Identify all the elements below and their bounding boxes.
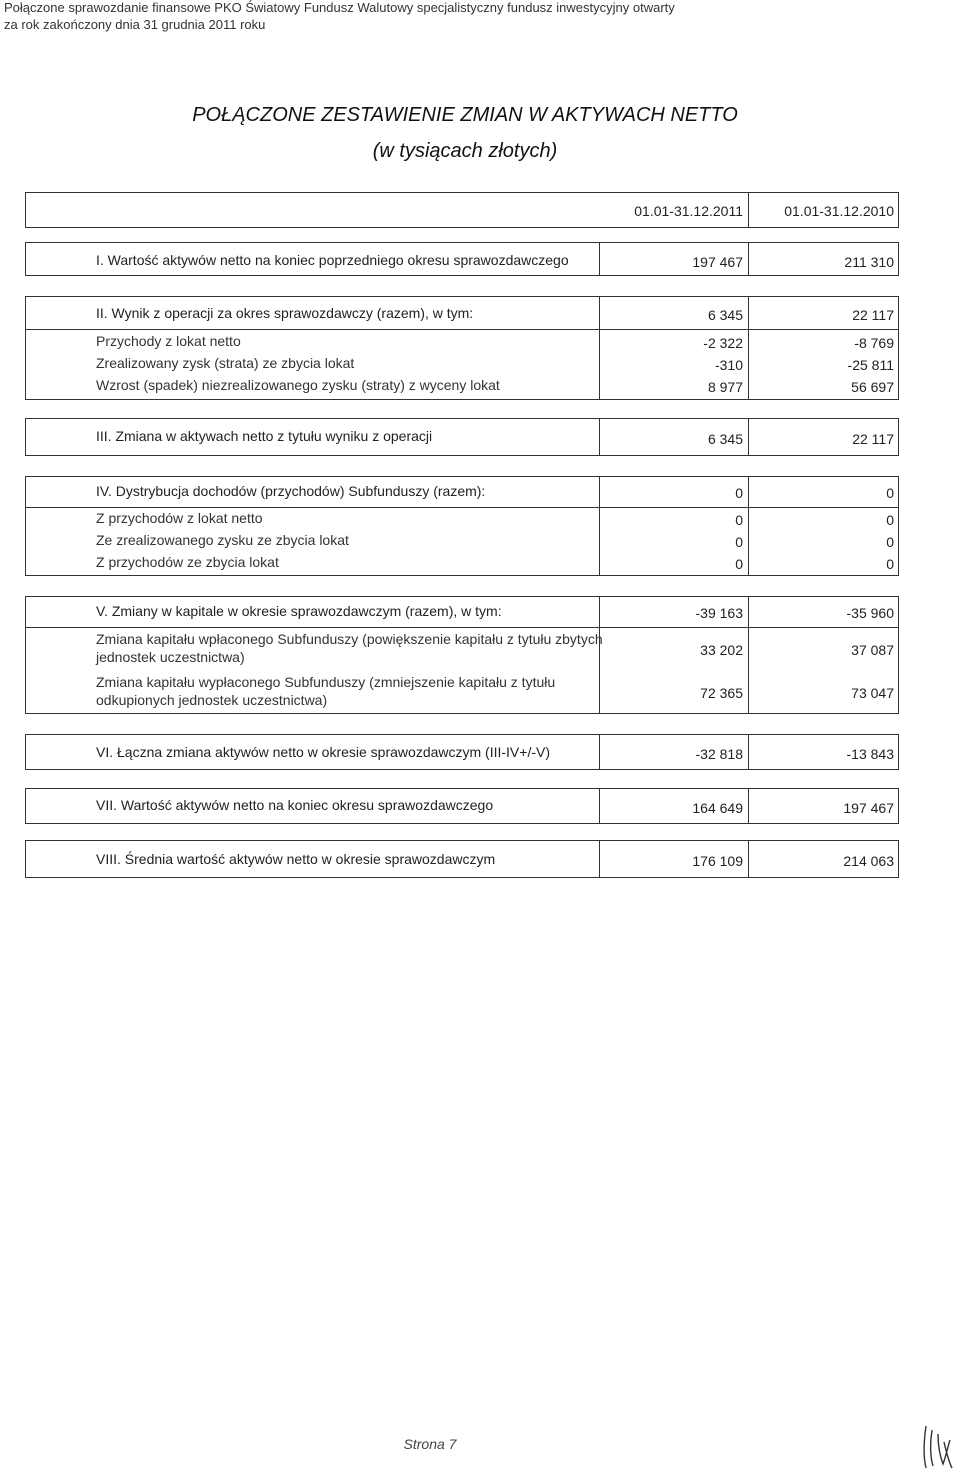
section-ii-row-2-value-2010: -25 811: [847, 357, 894, 373]
section-iii-value-2010: 22 117: [852, 431, 894, 447]
statement-unit: (w tysiącach złotych): [372, 140, 558, 162]
section-iv-row-1-value-2011: 0: [735, 512, 743, 528]
section-iv-row-3-label: Z przychodów ze zbycia lokat: [96, 554, 279, 570]
section-v-row-2-label-line-2: odkupionych jednostek uczestnictwa): [96, 692, 328, 708]
section-ii-row-3-value-2011: 8 977: [707, 379, 743, 395]
section-iv-label: IV. Dystrybucja dochodów (przychodów) Subfunduszy (razem):: [96, 483, 486, 499]
section-iii-box: [25, 418, 899, 456]
section-iv-row-1-value-2010: 0: [886, 512, 894, 528]
section-i-label: I. Wartość aktywów netto na koniec poprzedniego okresu sprawozdawczego: [96, 252, 569, 268]
section-vii-box: [25, 788, 899, 824]
section-vi-box: [25, 734, 899, 770]
section-ii-row-2-value-2011: -310: [714, 357, 743, 373]
section-v-row-1-value-2011: 33 202: [700, 642, 743, 658]
period-2011: 01.01-31.12.2011: [634, 203, 743, 219]
statement-title: POŁĄCZONE ZESTAWIENIE ZMIAN W AKTYWACH NETTO: [192, 104, 738, 126]
section-iv-row-2-value-2010: 0: [886, 534, 894, 550]
section-ii-box: [25, 296, 899, 400]
section-iii-label: III. Zmiana w aktywach netto z tytułu wyniku z operacji: [96, 428, 433, 444]
section-v-value-2010: -35 960: [846, 605, 894, 621]
section-iv-value-2010: 0: [886, 485, 894, 501]
page-number: Strona 7: [403, 1436, 457, 1452]
section-v-box: [25, 596, 899, 714]
section-v-row-2-label-line-1: Zmiana kapitału wypłaconego Subfunduszy (zmniejszenie kapitału z tytułu: [96, 674, 556, 690]
section-ii-row-1-label: Przychody z lokat netto: [96, 333, 241, 349]
section-vi-label: VI. Łączna zmiana aktywów netto w okresie sprawozdawczym (III-IV+/-V): [96, 744, 550, 760]
section-viii-label: VIII. Średnia wartość aktywów netto w okresie sprawozdawczym: [96, 851, 496, 867]
section-ii-row-3-value-2010: 56 697: [851, 379, 894, 395]
section-v-row-2-value-2010: 73 047: [851, 685, 894, 701]
section-v-value-2011: -39 163: [695, 605, 743, 621]
section-iv-row-1-label: Z przychodów z lokat netto: [96, 510, 263, 526]
section-iv-row-2-value-2011: 0: [735, 534, 743, 550]
period-2010: 01.01-31.12.2010: [784, 203, 894, 219]
section-iv-row-3-value-2011: 0: [735, 556, 743, 572]
section-vii-value-2010: 197 467: [843, 800, 894, 816]
section-iv-value-2011: 0: [735, 485, 743, 501]
section-vii-value-2011: 164 649: [692, 800, 743, 816]
section-v-row-1-label-line-1: Zmiana kapitału wpłaconego Subfunduszy (powiększenie kapitału z tytułu zbytych: [96, 631, 603, 647]
section-iv-box: [25, 476, 899, 576]
section-ii-label: II. Wynik z operacji za okres sprawozdawczy (razem), w tym:: [96, 305, 474, 321]
section-ii-row-2-label: Zrealizowany zysk (strata) ze zbycia lokat: [96, 355, 355, 371]
section-i-value-2010: 211 310: [844, 254, 894, 270]
document-header-line-1: Połączone sprawozdanie finansowe PKO Światowy Fundusz Walutowy specjalistyczny fundusz inwestycyjny otwarty: [4, 0, 675, 15]
section-iv-row-2-label: Ze zrealizowanego zysku ze zbycia lokat: [96, 532, 349, 548]
section-ii-value-2011: 6 345: [707, 307, 743, 323]
section-i-box: [25, 242, 899, 276]
document-header-line-2: za rok zakończony dnia 31 grudnia 2011 roku: [4, 17, 266, 32]
section-v-row-1-value-2010: 37 087: [851, 642, 894, 658]
section-viii-value-2011: 176 109: [692, 853, 743, 869]
section-ii-row-1-value-2010: -8 769: [854, 335, 894, 351]
section-ii-row-1-value-2011: -2 322: [703, 335, 743, 351]
section-viii-value-2010: 214 063: [843, 853, 894, 869]
section-vi-value-2011: -32 818: [695, 746, 743, 762]
section-v-row-2-value-2011: 72 365: [700, 685, 743, 701]
section-viii-box: [25, 840, 899, 878]
section-vi-value-2010: -13 843: [846, 746, 894, 762]
section-iv-row-3-value-2010: 0: [886, 556, 894, 572]
section-iii-value-2011: 6 345: [707, 431, 743, 447]
initials-signature: [918, 1420, 956, 1472]
period-header-box: [25, 192, 899, 228]
section-vii-label: VII. Wartość aktywów netto na koniec okresu sprawozdawczego: [96, 797, 494, 813]
section-v-row-1-label-line-2: jednostek uczestnictwa): [96, 649, 245, 665]
section-ii-row-3-label: Wzrost (spadek) niezrealizowanego zysku (straty) z wyceny lokat: [96, 377, 500, 393]
section-i-value-2011: 197 467: [692, 254, 743, 270]
section-v-label: V. Zmiany w kapitale w okresie sprawozdawczym (razem), w tym:: [96, 603, 502, 619]
section-ii-value-2010: 22 117: [852, 307, 894, 323]
